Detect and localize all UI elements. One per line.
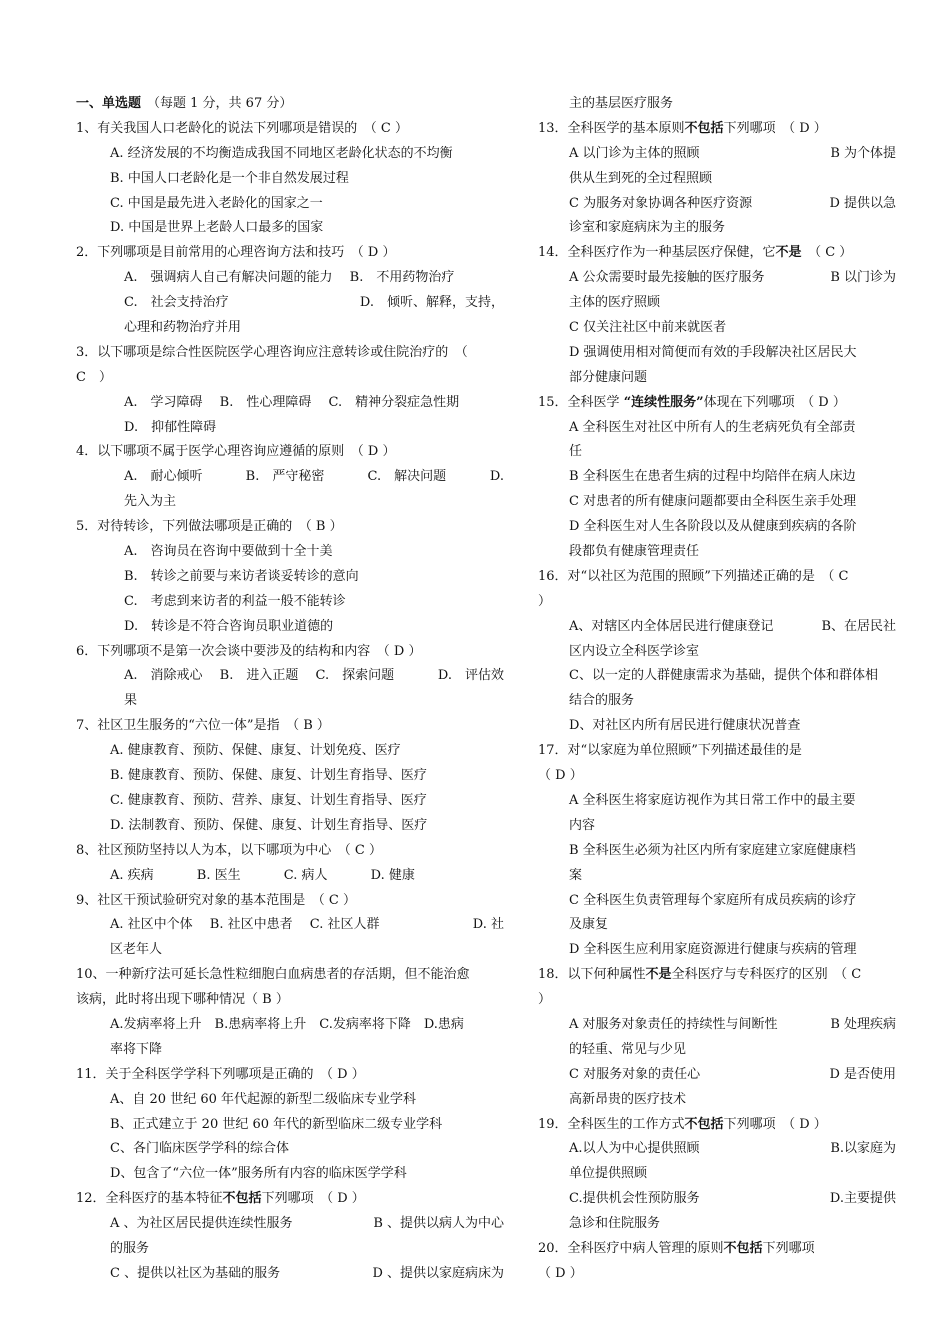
text-line: A.发病率将上升 B.患病率将上升 C.发病率将下降 D.患病	[110, 1016, 464, 1032]
left-column	[76, 92, 504, 1287]
option-left: C. 社会支持治疗	[124, 295, 229, 311]
question-text-tail: 下列哪项 （ D ）	[723, 1116, 827, 1132]
text-line: 部分健康问题	[569, 369, 648, 385]
text-line: A. 咨询员在咨询中要做到十全十美	[124, 544, 333, 560]
text-line: D. 抑郁性障碍	[124, 419, 217, 435]
text-line: C 仅关注社区中前来就医者	[569, 320, 727, 336]
text-line: 区内设立全科医学诊室	[569, 643, 700, 659]
text-line: 先入为主	[124, 494, 177, 510]
text-line: 高新昂贵的医疗技术	[569, 1091, 687, 1107]
option-left: A. 消除戒心 B. 进入正题 C. 探索问题	[124, 668, 395, 684]
option-right: D 、提供以家庭病床为	[372, 1265, 504, 1281]
text-line: D 全科医生对人生各阶段以及从健康到疾病的各阶	[569, 519, 857, 535]
text-line: A. 强调病人自己有解决问题的能力 B. 不用药物治疗	[124, 270, 455, 286]
option-line	[76, 1262, 504, 1287]
question-text-tail: 下列哪项	[762, 1240, 815, 1256]
text-line: ）	[538, 593, 552, 609]
text-line: 1、有关我国人口老龄化的说法下列哪项是错误的 （ C ）	[76, 120, 408, 136]
question-line	[538, 117, 896, 142]
emphasis-text: 不包括	[222, 1191, 262, 1207]
text-line: 7、社区卫生服务的“六位一体”是指 （ B ）	[76, 718, 330, 734]
option-line	[538, 142, 896, 167]
text-line: D 强调使用相对简便而有效的手段解决社区居民大	[569, 344, 857, 360]
option-left: A 公众需要时最先接触的医疗服务	[569, 270, 765, 286]
section-title: 一、单选题	[76, 96, 142, 111]
section-scoring: （每题 1 分，共 67 分）	[147, 96, 293, 111]
option-line	[538, 1187, 896, 1212]
text-line: A. 健康教育、预防、保健、康复、计划免疫、医疗	[110, 743, 401, 759]
option-right: B、在居民社	[821, 618, 896, 634]
option-left: C.提供机会性预防服务	[569, 1191, 700, 1207]
text-line: 果	[124, 693, 138, 709]
text-line: 3．以下哪项是综合性医院医学心理咨询应注意转诊或住院治疗的 （	[76, 344, 468, 360]
text-line: B、正式建立于 20 世纪 60 年代的新型临床二级专业学科	[110, 1116, 443, 1132]
option-right: D. 社	[472, 917, 504, 933]
option-left: C 、提供以社区为基础的服务	[110, 1265, 281, 1281]
option-line	[538, 1137, 896, 1162]
option-left: A、对辖区内全体居民进行健康登记	[569, 618, 774, 634]
text-line: D、包含了“六位一体”服务所有内容的临床医学学科	[110, 1166, 407, 1182]
question-text-tail: 下列哪项 （ D ）	[261, 1191, 365, 1207]
text-line: A 全科医生将家庭访视作为其日常工作中的最主要	[569, 792, 856, 808]
option-line	[76, 291, 504, 316]
emphasis-text: 不是	[645, 967, 672, 983]
option-right: B 为个体提	[830, 145, 896, 161]
text-line: （ D ）	[538, 1265, 583, 1281]
option-right: D.主要提供	[829, 1191, 896, 1207]
text-line: C ）	[76, 369, 112, 385]
text-line: 11．关于全科医学学科下列哪项是正确的 （ D ）	[76, 1066, 365, 1082]
right-column	[538, 92, 896, 1287]
text-line: 急诊和住院服务	[569, 1216, 661, 1232]
text-line: 主的基层医疗服务	[569, 96, 674, 111]
text-line: （ D ）	[538, 768, 583, 784]
text-line: D 全科医生应利用家庭资源进行健康与疾病的管理	[569, 942, 857, 958]
option-right: B.以家庭为	[830, 1141, 896, 1157]
option-line	[538, 266, 896, 291]
option-right: B 、提供以病人为中心	[373, 1216, 504, 1232]
question-line	[538, 1113, 896, 1138]
text-line: A. 经济发展的不均衡造成我国不同地区老龄化状态的不均衡	[110, 145, 453, 161]
question-text: 13．全科医学的基本原则	[538, 120, 685, 136]
question-line	[538, 391, 896, 416]
text-line: B 全科医生必须为社区内所有家庭建立家庭健康档	[569, 842, 856, 858]
option-line	[538, 615, 896, 640]
section-heading	[76, 92, 504, 117]
option-right: D. 评估效	[437, 668, 504, 684]
text-line: 诊室和家庭病床为主的服务	[569, 220, 726, 236]
question-text-tail: 下列哪项 （ D ）	[723, 120, 827, 136]
option-right: D 是否使用	[829, 1066, 896, 1082]
text-line: 9、社区干预试验研究对象的基本范围是 （ C ）	[76, 892, 356, 908]
question-line	[76, 1187, 504, 1212]
text-line: 的服务	[110, 1240, 150, 1256]
option-left: A.以人为中心提供照顾	[569, 1141, 700, 1157]
option-line	[538, 1013, 896, 1038]
text-line: 段都负有健康管理责任	[569, 544, 700, 560]
option-right: D. 倾听、解释，支持，	[359, 295, 504, 311]
option-line	[76, 1212, 504, 1237]
option-left: A 、为社区居民提供连续性服务	[110, 1216, 293, 1232]
text-line: 该病，此时将出现下哪种情况（ B ）	[76, 992, 289, 1008]
text-line: 单位提供照顾	[569, 1166, 648, 1182]
emphasis-text: “连续性服务”	[623, 394, 704, 410]
text-line: A 全科医生对社区中所有人的生老病死负有全部责	[569, 419, 856, 435]
option-right: D.	[489, 469, 504, 485]
text-line: C、以一定的人群健康需求为基础，提供个体和群体相	[569, 668, 878, 684]
text-line: 8、社区预防坚持以人为本，以下哪项为中心 （ C ）	[76, 842, 382, 858]
text-line: C. 中国是最先进入老龄化的国家之一	[110, 195, 323, 211]
question-text-tail: （ C ）	[801, 245, 853, 261]
text-line: C、各门临床医学学科的综合体	[110, 1141, 289, 1157]
question-text-tail: 体现在下列哪项 （ D ）	[703, 394, 846, 410]
text-line: ）	[538, 992, 552, 1008]
option-right: D 提供以急	[829, 195, 896, 211]
option-right: B 处理疾病	[830, 1016, 896, 1032]
text-line: 10、一种新疗法可延长急性粒细胞白血病患者的存活期，但不能治愈	[76, 967, 470, 983]
option-line	[76, 913, 504, 938]
question-text: 18．以下何种属性	[538, 967, 646, 983]
text-line: 内容	[569, 817, 596, 833]
option-line	[76, 465, 504, 490]
question-text: 20．全科医疗中病人管理的原则	[538, 1240, 724, 1256]
text-line: C. 考虑到来访者的利益一般不能转诊	[124, 593, 346, 609]
option-left: C 对服务对象的责任心	[569, 1066, 701, 1082]
emphasis-text: 不包括	[684, 120, 724, 136]
option-left: A 以门诊为主体的照顾	[569, 145, 700, 161]
emphasis-text: 不是	[775, 245, 802, 261]
option-left: A 对服务对象责任的持续性与间断性	[569, 1016, 778, 1032]
text-line: D. 转诊是不符合咨询员职业道德的	[124, 618, 334, 634]
text-line: 心理和药物治疗并用	[124, 320, 242, 336]
text-line: 率将下降	[110, 1041, 163, 1057]
text-line: B. 健康教育、预防、保健、康复、计划生育指导、医疗	[110, 768, 427, 784]
question-text: 12．全科医疗的基本特征	[76, 1191, 223, 1207]
text-line: D. 中国是世界上老龄人口最多的国家	[110, 220, 324, 236]
text-line: 的轻重、常见与少见	[569, 1041, 687, 1057]
emphasis-text: 不包括	[723, 1240, 763, 1256]
option-line	[538, 192, 896, 217]
text-line: D、对社区内所有居民进行健康状况普查	[569, 718, 801, 734]
text-line: 6．下列哪项不是第一次会谈中要涉及的结构和内容 （ D ）	[76, 643, 422, 659]
text-line: D. 法制教育、预防、保健、康复、计划生育指导、医疗	[110, 817, 428, 833]
text-line: 区老年人	[110, 942, 163, 958]
text-line: 17．对“以家庭为单位照顾”下列描述最佳的是	[538, 743, 802, 759]
text-line: C. 健康教育、预防、营养、康复、计划生育指导、医疗	[110, 792, 427, 808]
text-line: C 全科医生负责管理每个家庭所有成员疾病的诊疗	[569, 892, 857, 908]
text-line: C 对患者的所有健康问题都要由全科医生亲手处理	[569, 494, 857, 510]
text-line: B 全科医生在患者生病的过程中均陪伴在病人床边	[569, 469, 856, 485]
text-line: A. 疾病 B. 医生 C. 病人 D. 健康	[110, 867, 415, 883]
text-line: B. 中国人口老龄化是一个非自然发展过程	[110, 170, 349, 186]
text-line: 主体的医疗照顾	[569, 295, 661, 311]
option-left: C 为服务对象协调各种医疗资源	[569, 195, 753, 211]
question-text: 14．全科医疗作为一种基层医疗保健，它	[538, 245, 776, 261]
text-line: 案	[569, 867, 583, 883]
option-line	[538, 1063, 896, 1088]
text-line: A. 学习障碍 B. 性心理障碍 C. 精神分裂症急性期	[124, 394, 460, 410]
option-right: B 以门诊为	[830, 270, 896, 286]
question-line	[538, 963, 896, 988]
emphasis-text: 不包括	[684, 1116, 724, 1132]
question-text-tail: 全科医疗与专科医疗的区别 （ C	[671, 967, 862, 983]
text-line: 5．对待转诊，下列做法哪项是正确的 （ B ）	[76, 519, 343, 535]
text-line: 结合的服务	[569, 693, 635, 709]
option-left: A. 社区中个体 B. 社区中患者 C. 社区人群	[110, 917, 380, 933]
text-line: 4．以下哪项不属于医学心理咨询应遵循的原则 （ D ）	[76, 444, 396, 460]
text-line: 2．下列哪项是目前常用的心理咨询方法和技巧 （ D ）	[76, 245, 396, 261]
text-line: 16．对“以社区为范围的照顾”下列描述正确的是 （ C	[538, 568, 849, 584]
question-text: 19．全科医生的工作方式	[538, 1116, 685, 1132]
text-line: 及康复	[569, 917, 609, 933]
question-line	[538, 1237, 896, 1262]
text-line: 任	[569, 444, 583, 460]
text-line: B. 转诊之前要与来访者谈妥转诊的意向	[124, 568, 359, 584]
question-text: 15．全科医学	[538, 394, 624, 410]
question-line	[538, 241, 896, 266]
text-line: 供从生到死的全过程照顾	[569, 170, 713, 186]
option-line	[76, 664, 504, 689]
option-left: A. 耐心倾听 B. 严守秘密 C. 解决问题	[124, 469, 447, 485]
text-line: A、自 20 世纪 60 年代起源的新型二级临床专业学科	[110, 1091, 417, 1107]
